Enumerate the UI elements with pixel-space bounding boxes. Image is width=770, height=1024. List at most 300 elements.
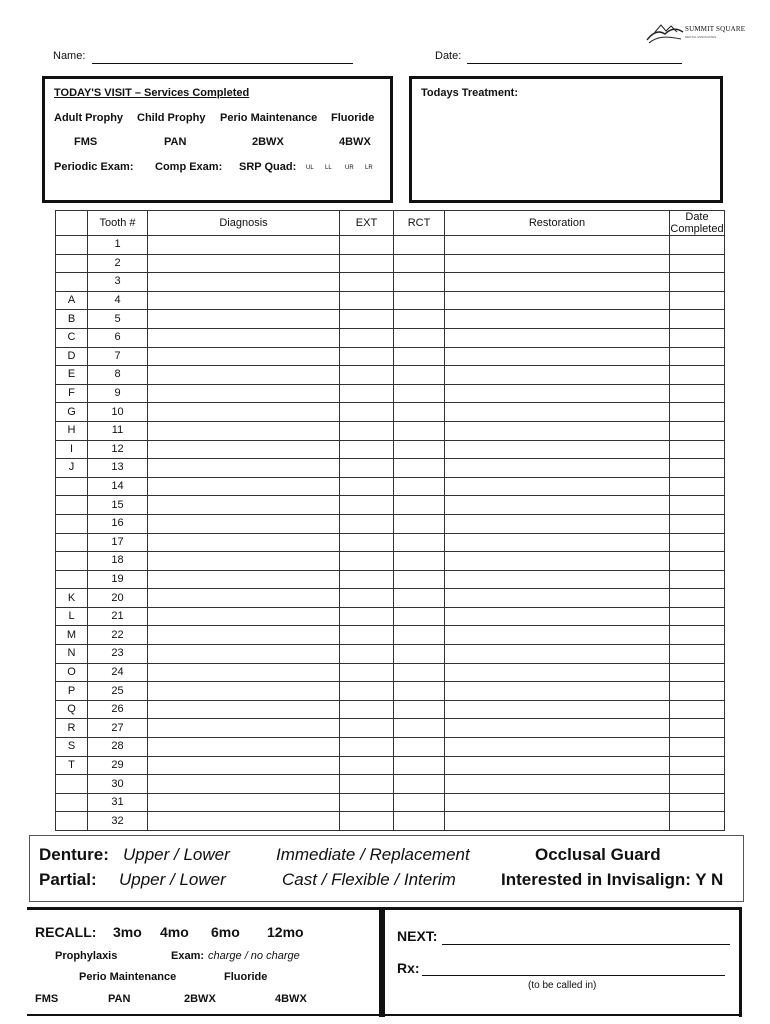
cell-diagnosis[interactable]: [148, 347, 340, 366]
cell-letter: O: [56, 663, 88, 682]
partial-type[interactable]: Cast / Flexible / Interim: [282, 870, 456, 889]
cell-rct[interactable]: [394, 645, 445, 664]
cell-restoration[interactable]: [445, 738, 670, 757]
cell-rct[interactable]: [394, 236, 445, 255]
cell-tooth-number: 24: [88, 663, 148, 682]
rx-label: Rx:: [397, 960, 420, 976]
cell-date-completed[interactable]: [670, 328, 725, 347]
cell-diagnosis[interactable]: [148, 459, 340, 478]
recall-perio-maintenance[interactable]: Perio Maintenance: [79, 971, 177, 983]
table-row: [56, 775, 725, 794]
cell-letter: J: [56, 459, 88, 478]
cell-ext[interactable]: [340, 812, 394, 831]
logo: [645, 22, 745, 46]
next-field[interactable]: [442, 944, 730, 945]
cell-rct[interactable]: [394, 328, 445, 347]
header-restoration: Restoration: [445, 211, 670, 236]
table-row: [56, 626, 725, 645]
cell-restoration[interactable]: [445, 533, 670, 552]
table-row: [56, 384, 725, 403]
cell-diagnosis[interactable]: [148, 719, 340, 738]
logo-subtext: DENTAL ASSOCIATES: [685, 35, 717, 39]
cell-diagnosis[interactable]: [148, 775, 340, 794]
cell-tooth-number: 26: [88, 700, 148, 719]
cell-ext[interactable]: [340, 570, 394, 589]
cell-diagnosis[interactable]: [148, 477, 340, 496]
cell-letter: N: [56, 645, 88, 664]
service-2bwx[interactable]: 2BWX: [252, 136, 284, 148]
logo-mountain-icon: [645, 22, 685, 46]
cell-diagnosis[interactable]: [148, 310, 340, 329]
table-row: [56, 254, 725, 273]
service-fluoride[interactable]: Fluoride: [331, 112, 375, 124]
partial-options[interactable]: Upper / Lower: [119, 870, 226, 889]
cell-ext[interactable]: [340, 328, 394, 347]
cell-diagnosis[interactable]: [148, 663, 340, 682]
occlusal-guard[interactable]: Occlusal Guard: [535, 845, 661, 864]
cell-restoration[interactable]: [445, 440, 670, 459]
todays-visit-title: TODAY'S VISIT – Services Completed: [54, 87, 250, 99]
cell-diagnosis[interactable]: [148, 607, 340, 626]
cell-restoration[interactable]: [445, 514, 670, 533]
cell-date-completed[interactable]: [670, 421, 725, 440]
cell-diagnosis[interactable]: [148, 366, 340, 385]
cell-diagnosis[interactable]: [148, 273, 340, 292]
cell-ext[interactable]: [340, 645, 394, 664]
cell-rct[interactable]: [394, 273, 445, 292]
cell-tooth-number: 27: [88, 719, 148, 738]
cell-letter: T: [56, 756, 88, 775]
cell-tooth-number: 32: [88, 812, 148, 831]
cell-rct[interactable]: [394, 366, 445, 385]
rx-note: (to be called in): [528, 980, 597, 991]
cell-diagnosis[interactable]: [148, 514, 340, 533]
invisalign-question[interactable]: Interested in Invisalign: Y N: [501, 870, 724, 889]
cell-ext[interactable]: [340, 682, 394, 701]
cell-letter: K: [56, 589, 88, 608]
cell-ext[interactable]: [340, 384, 394, 403]
cell-restoration[interactable]: [445, 496, 670, 515]
cell-diagnosis[interactable]: [148, 403, 340, 422]
cell-date-completed[interactable]: [670, 738, 725, 757]
service-pan[interactable]: PAN: [164, 136, 187, 148]
cell-date-completed[interactable]: [670, 626, 725, 645]
cell-rct[interactable]: [394, 254, 445, 273]
partial-label: Partial:: [39, 870, 97, 889]
cell-date-completed[interactable]: [670, 775, 725, 794]
cell-tooth-number: 14: [88, 477, 148, 496]
recall-fms[interactable]: FMS: [35, 993, 59, 1005]
table-row: [56, 477, 725, 496]
srp-quad-label: SRP Quad:: [239, 161, 297, 173]
cell-ext[interactable]: [340, 496, 394, 515]
cell-restoration[interactable]: [445, 403, 670, 422]
comp-exam-label[interactable]: Comp Exam:: [155, 161, 223, 173]
name-field[interactable]: [92, 63, 353, 64]
cell-diagnosis[interactable]: [148, 570, 340, 589]
recall-exam-options[interactable]: charge / no charge: [208, 950, 300, 962]
cell-date-completed[interactable]: [670, 533, 725, 552]
cell-date-completed[interactable]: [670, 570, 725, 589]
table-row: [56, 514, 725, 533]
name-label: Name:: [53, 50, 86, 62]
cell-diagnosis[interactable]: [148, 421, 340, 440]
cell-restoration[interactable]: [445, 812, 670, 831]
cell-tooth-number: 12: [88, 440, 148, 459]
cell-restoration[interactable]: [445, 384, 670, 403]
cell-diagnosis[interactable]: [148, 793, 340, 812]
cell-restoration[interactable]: [445, 663, 670, 682]
cell-date-completed[interactable]: [670, 496, 725, 515]
cell-rct[interactable]: [394, 589, 445, 608]
cell-rct[interactable]: [394, 459, 445, 478]
table-row: [56, 533, 725, 552]
cell-rct[interactable]: [394, 793, 445, 812]
cell-diagnosis[interactable]: [148, 645, 340, 664]
header-letter: [56, 211, 88, 236]
cell-rct[interactable]: [394, 570, 445, 589]
table-row: [56, 719, 725, 738]
cell-restoration[interactable]: [445, 366, 670, 385]
table-row: [56, 812, 725, 831]
cell-letter: Q: [56, 700, 88, 719]
cell-tooth-number: 1: [88, 236, 148, 255]
table-row: [56, 459, 725, 478]
service-fms[interactable]: FMS: [74, 136, 98, 148]
cell-tooth-number: 11: [88, 421, 148, 440]
cell-letter: [56, 514, 88, 533]
cell-letter: [56, 533, 88, 552]
table-row: [56, 347, 725, 366]
cell-restoration[interactable]: [445, 570, 670, 589]
service-4bwx[interactable]: 4BWX: [339, 136, 371, 148]
cell-date-completed[interactable]: [670, 514, 725, 533]
cell-restoration[interactable]: [445, 310, 670, 329]
cell-restoration[interactable]: [445, 552, 670, 571]
quad-ul[interactable]: UL: [306, 165, 314, 171]
cell-rct[interactable]: [394, 607, 445, 626]
cell-rct[interactable]: [394, 533, 445, 552]
cell-date-completed[interactable]: [670, 812, 725, 831]
cell-restoration[interactable]: [445, 459, 670, 478]
recall-fluoride[interactable]: Fluoride: [224, 971, 268, 983]
cell-restoration[interactable]: [445, 254, 670, 273]
recall-exam-label: Exam:: [171, 950, 205, 962]
cell-restoration[interactable]: [445, 273, 670, 292]
recall-box: [27, 907, 382, 1017]
cell-restoration[interactable]: [445, 291, 670, 310]
cell-restoration[interactable]: [445, 645, 670, 664]
cell-tooth-number: 20: [88, 589, 148, 608]
cell-rct[interactable]: [394, 403, 445, 422]
cell-rct[interactable]: [394, 700, 445, 719]
cell-letter: G: [56, 403, 88, 422]
cell-restoration[interactable]: [445, 793, 670, 812]
cell-rct[interactable]: [394, 738, 445, 757]
cell-rct[interactable]: [394, 719, 445, 738]
cell-letter: R: [56, 719, 88, 738]
cell-tooth-number: 2: [88, 254, 148, 273]
cell-date-completed[interactable]: [670, 310, 725, 329]
cell-tooth-number: 19: [88, 570, 148, 589]
service-child-prophy[interactable]: Child Prophy: [137, 112, 206, 124]
cell-letter: B: [56, 310, 88, 329]
cell-diagnosis[interactable]: [148, 496, 340, 515]
cell-letter: E: [56, 366, 88, 385]
periodic-exam-label[interactable]: Periodic Exam:: [54, 161, 134, 173]
cell-diagnosis[interactable]: [148, 626, 340, 645]
cell-restoration[interactable]: [445, 477, 670, 496]
table-row: [56, 291, 725, 310]
cell-tooth-number: 31: [88, 793, 148, 812]
quad-lr[interactable]: LR: [365, 165, 373, 171]
cell-rct[interactable]: [394, 552, 445, 571]
cell-letter: [56, 477, 88, 496]
cell-letter: D: [56, 347, 88, 366]
cell-date-completed[interactable]: [670, 347, 725, 366]
cell-tooth-number: 13: [88, 459, 148, 478]
prosthetics-box: [29, 835, 744, 902]
table-row: [56, 440, 725, 459]
todays-treatment-box[interactable]: [409, 76, 723, 203]
recall-label: RECALL:: [35, 924, 97, 940]
cell-date-completed[interactable]: [670, 719, 725, 738]
cell-rct[interactable]: [394, 291, 445, 310]
cell-diagnosis[interactable]: [148, 756, 340, 775]
recall-pan[interactable]: PAN: [108, 993, 131, 1005]
denture-label: Denture:: [39, 845, 109, 864]
cell-letter: [56, 552, 88, 571]
cell-diagnosis[interactable]: [148, 738, 340, 757]
cell-ext[interactable]: [340, 477, 394, 496]
tooth-chart-table: [55, 210, 725, 831]
cell-rct[interactable]: [394, 477, 445, 496]
cell-ext[interactable]: [340, 347, 394, 366]
cell-date-completed[interactable]: [670, 366, 725, 385]
cell-date-completed[interactable]: [670, 607, 725, 626]
cell-tooth-number: 22: [88, 626, 148, 645]
cell-date-completed[interactable]: [670, 403, 725, 422]
denture-options[interactable]: Upper / Lower: [123, 845, 230, 864]
cell-ext[interactable]: [340, 626, 394, 645]
cell-ext[interactable]: [340, 514, 394, 533]
cell-diagnosis[interactable]: [148, 384, 340, 403]
table-row: [56, 738, 725, 757]
quad-ur[interactable]: UR: [345, 165, 354, 171]
cell-tooth-number: 25: [88, 682, 148, 701]
denture-type[interactable]: Immediate / Replacement: [276, 845, 470, 864]
cell-date-completed[interactable]: [670, 589, 725, 608]
cell-ext[interactable]: [340, 719, 394, 738]
cell-ext[interactable]: [340, 700, 394, 719]
cell-ext[interactable]: [340, 533, 394, 552]
logo-text: SUMMIT SQUARE: [685, 25, 746, 33]
cell-ext[interactable]: [340, 793, 394, 812]
table-row: [56, 663, 725, 682]
cell-rct[interactable]: [394, 682, 445, 701]
recall-12mo[interactable]: 12mo: [267, 924, 304, 940]
cell-ext[interactable]: [340, 421, 394, 440]
cell-letter: [56, 812, 88, 831]
cell-ext[interactable]: [340, 291, 394, 310]
cell-restoration[interactable]: [445, 682, 670, 701]
cell-ext[interactable]: [340, 775, 394, 794]
cell-ext[interactable]: [340, 607, 394, 626]
cell-diagnosis[interactable]: [148, 236, 340, 255]
cell-rct[interactable]: [394, 812, 445, 831]
recall-3mo[interactable]: 3mo: [113, 924, 142, 940]
table-row: [56, 793, 725, 812]
next-label: NEXT:: [397, 928, 438, 944]
cell-tooth-number: 28: [88, 738, 148, 757]
cell-letter: H: [56, 421, 88, 440]
cell-rct[interactable]: [394, 347, 445, 366]
cell-date-completed[interactable]: [670, 552, 725, 571]
cell-ext[interactable]: [340, 310, 394, 329]
cell-tooth-number: 29: [88, 756, 148, 775]
table-row: [56, 236, 725, 255]
cell-letter: [56, 570, 88, 589]
recall-4mo[interactable]: 4mo: [160, 924, 189, 940]
cell-restoration[interactable]: [445, 775, 670, 794]
cell-rct[interactable]: [394, 421, 445, 440]
cell-restoration[interactable]: [445, 756, 670, 775]
header-date-completed: Date Completed: [670, 211, 724, 235]
cell-ext[interactable]: [340, 589, 394, 608]
cell-ext[interactable]: [340, 403, 394, 422]
cell-ext[interactable]: [340, 459, 394, 478]
cell-letter: L: [56, 607, 88, 626]
cell-restoration[interactable]: [445, 626, 670, 645]
table-row: [56, 403, 725, 422]
cell-date-completed[interactable]: [670, 700, 725, 719]
cell-restoration[interactable]: [445, 421, 670, 440]
cell-rct[interactable]: [394, 384, 445, 403]
cell-letter: A: [56, 291, 88, 310]
next-appointment-box: [382, 907, 742, 1017]
table-row: [56, 570, 725, 589]
cell-date-completed[interactable]: [670, 440, 725, 459]
table-row: [56, 366, 725, 385]
cell-date-completed[interactable]: [670, 645, 725, 664]
date-label: Date:: [435, 50, 462, 62]
cell-tooth-number: 9: [88, 384, 148, 403]
cell-ext[interactable]: [340, 273, 394, 292]
cell-rct[interactable]: [394, 496, 445, 515]
quad-ll[interactable]: LL: [325, 165, 332, 171]
cell-diagnosis[interactable]: [148, 533, 340, 552]
cell-letter: [56, 273, 88, 292]
table-row: [56, 552, 725, 571]
cell-ext[interactable]: [340, 552, 394, 571]
cell-rct[interactable]: [394, 663, 445, 682]
table-row: [56, 756, 725, 775]
cell-restoration[interactable]: [445, 328, 670, 347]
cell-diagnosis[interactable]: [148, 440, 340, 459]
table-row: [56, 328, 725, 347]
cell-tooth-number: 17: [88, 533, 148, 552]
cell-rct[interactable]: [394, 775, 445, 794]
cell-restoration[interactable]: [445, 607, 670, 626]
service-perio-maintenance[interactable]: Perio Maintenance: [220, 112, 318, 124]
cell-restoration[interactable]: [445, 347, 670, 366]
cell-tooth-number: 21: [88, 607, 148, 626]
recall-4bwx[interactable]: 4BWX: [275, 993, 307, 1005]
cell-date-completed[interactable]: [670, 254, 725, 273]
rx-field[interactable]: [422, 975, 725, 976]
table-row: [56, 682, 725, 701]
cell-date-completed[interactable]: [670, 291, 725, 310]
cell-letter: [56, 775, 88, 794]
cell-restoration[interactable]: [445, 589, 670, 608]
cell-ext[interactable]: [340, 756, 394, 775]
table-row: [56, 421, 725, 440]
recall-2bwx[interactable]: 2BWX: [184, 993, 216, 1005]
cell-diagnosis[interactable]: [148, 552, 340, 571]
cell-restoration[interactable]: [445, 236, 670, 255]
cell-diagnosis[interactable]: [148, 589, 340, 608]
todays-treatment-title: Todays Treatment:: [421, 87, 518, 99]
cell-letter: [56, 793, 88, 812]
cell-rct[interactable]: [394, 310, 445, 329]
cell-diagnosis[interactable]: [148, 254, 340, 273]
cell-diagnosis[interactable]: [148, 812, 340, 831]
table-row: [56, 310, 725, 329]
cell-date-completed[interactable]: [670, 682, 725, 701]
cell-ext[interactable]: [340, 663, 394, 682]
cell-letter: [56, 496, 88, 515]
cell-restoration[interactable]: [445, 700, 670, 719]
cell-ext[interactable]: [340, 254, 394, 273]
cell-tooth-number: 4: [88, 291, 148, 310]
cell-letter: M: [56, 626, 88, 645]
cell-date-completed[interactable]: [670, 663, 725, 682]
header-diagnosis: Diagnosis: [148, 211, 340, 236]
cell-diagnosis[interactable]: [148, 291, 340, 310]
cell-date-completed[interactable]: [670, 793, 725, 812]
cell-date-completed[interactable]: [670, 756, 725, 775]
cell-date-completed[interactable]: [670, 459, 725, 478]
cell-rct[interactable]: [394, 756, 445, 775]
cell-tooth-number: 15: [88, 496, 148, 515]
cell-date-completed[interactable]: [670, 236, 725, 255]
cell-ext[interactable]: [340, 236, 394, 255]
service-adult-prophy[interactable]: Adult Prophy: [54, 112, 124, 124]
cell-rct[interactable]: [394, 514, 445, 533]
table-row: [56, 645, 725, 664]
cell-diagnosis[interactable]: [148, 328, 340, 347]
cell-diagnosis[interactable]: [148, 700, 340, 719]
cell-rct[interactable]: [394, 440, 445, 459]
cell-date-completed[interactable]: [670, 384, 725, 403]
date-field[interactable]: [467, 63, 682, 64]
cell-tooth-number: 16: [88, 514, 148, 533]
table-row: [56, 589, 725, 608]
cell-restoration[interactable]: [445, 719, 670, 738]
cell-date-completed[interactable]: [670, 273, 725, 292]
cell-diagnosis[interactable]: [148, 682, 340, 701]
recall-prophylaxis[interactable]: Prophylaxis: [55, 950, 118, 962]
cell-letter: I: [56, 440, 88, 459]
cell-rct[interactable]: [394, 626, 445, 645]
cell-ext[interactable]: [340, 366, 394, 385]
cell-ext[interactable]: [340, 440, 394, 459]
header-ext: EXT: [340, 211, 394, 236]
cell-date-completed[interactable]: [670, 477, 725, 496]
recall-6mo[interactable]: 6mo: [211, 924, 240, 940]
cell-ext[interactable]: [340, 738, 394, 757]
cell-tooth-number: 7: [88, 347, 148, 366]
